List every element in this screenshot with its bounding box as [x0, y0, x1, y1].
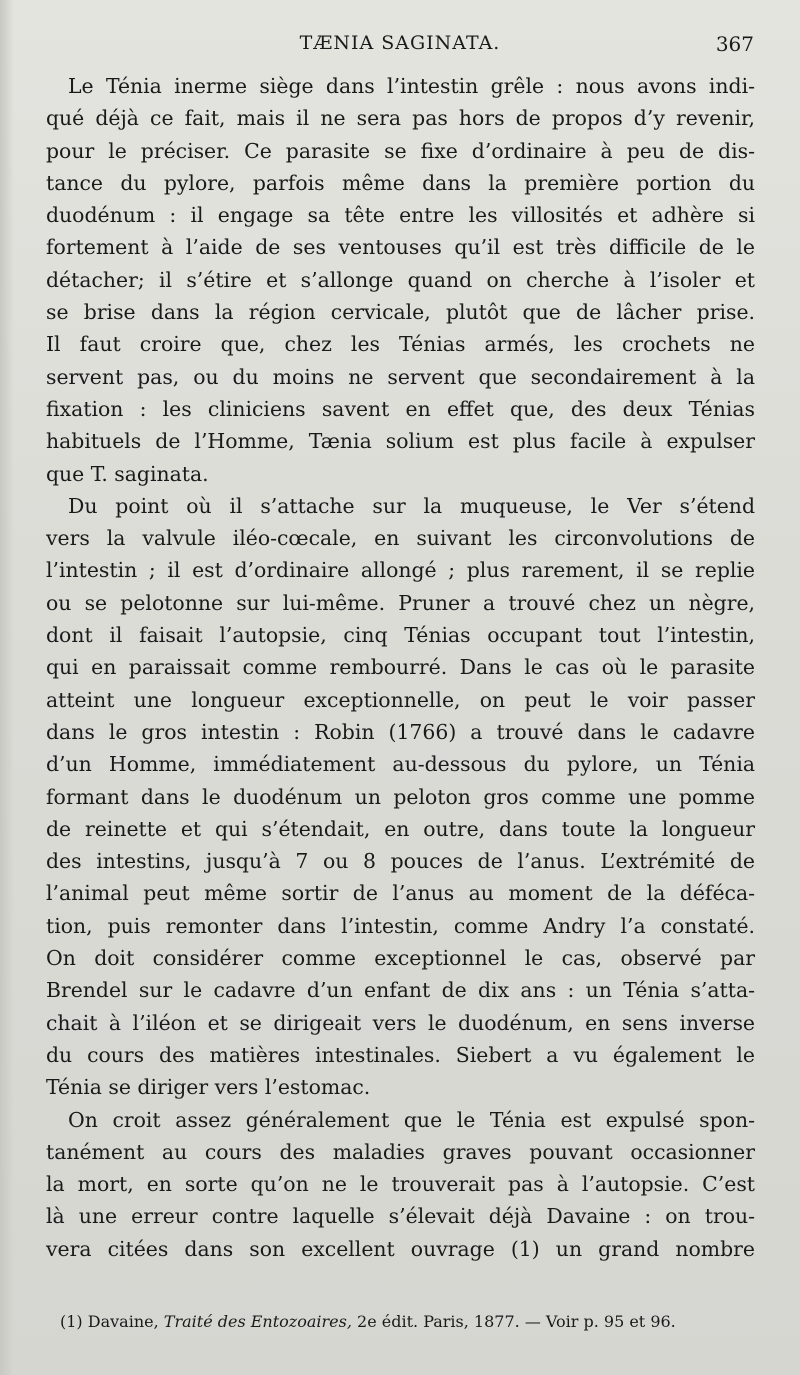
text-line: des intestins, jusqu’à 7 ou 8 pouces de l’anus. L’extrémité de — [46, 849, 755, 874]
text-line: ou se pelotonne sur lui-même. Pruner a trouvé chez un nègre, — [46, 590, 755, 615]
text-line: atteint une longueur exceptionnelle, on peut le voir passer — [46, 687, 755, 712]
paragraph-3 — [46, 1104, 755, 1265]
page-header — [46, 32, 754, 62]
text-line: la mort, en sorte qu’on ne le trouverait pas à l’autopsie. C’est — [46, 1172, 755, 1197]
page-number: 367 — [715, 32, 754, 56]
text-line: Il faut croire que, chez les Ténias armés, les crochets ne — [46, 332, 755, 357]
footnote-details: 2e édit. Paris, 1877. — Voir p. 95 et 96. — [357, 1312, 676, 1331]
footnote — [60, 1312, 755, 1331]
text-line: l’intestin ; il est d’ordinaire allongé ; plus rarement, il se replie — [46, 558, 755, 583]
paragraph-1 — [46, 70, 755, 490]
paragraph-2 — [46, 490, 755, 1104]
page-gutter-shadow — [0, 0, 14, 1375]
text-line: tion, puis remonter dans l’intestin, comme Andry l’a constaté. — [46, 913, 755, 938]
text-line: habituels de l’Homme, Tænia solium est plus facile à expulser — [46, 429, 755, 454]
text-line: qué déjà ce fait, mais il ne sera pas hors de propos d’y revenir, — [46, 106, 755, 131]
text-line: tanément au cours des maladies graves pouvant occasionner — [46, 1139, 755, 1164]
text-line: chait à l’iléon et se dirigeait vers le duodénum, en sens inverse — [46, 1010, 755, 1035]
text-line: duodénum : il engage sa tête entre les villosités et adhère si — [46, 203, 755, 228]
footnote-title: Traité des Entozoaires, — [163, 1312, 352, 1331]
text-line: tance du pylore, parfois même dans la première portion du — [46, 170, 755, 195]
text-line: Ténia se diriger vers l’estomac. — [46, 1075, 371, 1100]
text-line: que T. saginata. — [46, 461, 209, 486]
text-line: pour le préciser. Ce parasite se fixe d’ordinaire à peu de dis- — [46, 138, 755, 163]
text-line: fixation : les cliniciens savent en effet que, des deux Ténias — [46, 396, 755, 421]
text-line: d’un Homme, immédiatement au-dessous du pylore, un Ténia — [46, 752, 755, 777]
text-line: du cours des matières intestinales. Siebert a vu également le — [46, 1042, 755, 1067]
text-line: fortement à l’aide de ses ventouses qu’il est très difficile de le — [46, 235, 755, 260]
text-line: On doit considérer comme exceptionnel le cas, observé par — [46, 946, 755, 971]
text-line: dont il faisait l’autopsie, cinq Ténias occupant tout l’intestin, — [46, 623, 755, 648]
text-line: se brise dans la région cervicale, plutôt que de lâcher prise. — [46, 300, 755, 325]
text-line: là une erreur contre laquelle s’élevait déjà Davaine : on trou- — [46, 1204, 755, 1229]
text-line: Du point où il s’attache sur la muqueuse, le Ver s’étend — [68, 493, 755, 518]
text-line: Brendel sur le cadavre d’un enfant de dix ans : un Ténia s’atta- — [46, 978, 755, 1003]
text-line: détacher; il s’étire et s’allonge quand on cherche à l’isoler et — [46, 267, 755, 292]
text-line: vers la valvule iléo-cœcale, en suivant les circonvolutions de — [46, 526, 755, 551]
text-line: Le Ténia inerme siège dans l’intestin grêle : nous avons indi- — [68, 74, 755, 98]
text-line: formant dans le duodénum un peloton gros comme une pomme — [46, 784, 755, 809]
text-line: de reinette et qui s’étendait, en outre, dans toute la longueur — [46, 816, 755, 841]
text-line: l’animal peut même sortir de l’anus au moment de la déféca- — [46, 881, 755, 906]
text-line: qui en paraissait comme rembourré. Dans le cas où le parasite — [46, 655, 755, 680]
text-line: vera citées dans son excellent ouvrage (1) un grand nombre — [46, 1236, 755, 1261]
body-text — [46, 70, 755, 1265]
running-title: TÆNIA SAGINATA. — [299, 32, 501, 54]
text-line: dans le gros intestin : Robin (1766) a trouvé dans le cadavre — [46, 719, 755, 744]
footnote-author: Davaine, — [87, 1312, 159, 1331]
footnote-marker: (1) — [60, 1312, 83, 1331]
text-line: On croit assez généralement que le Ténia est expulsé spon- — [68, 1107, 755, 1132]
text-line: servent pas, ou du moins ne servent que secondairement à la — [46, 364, 755, 389]
